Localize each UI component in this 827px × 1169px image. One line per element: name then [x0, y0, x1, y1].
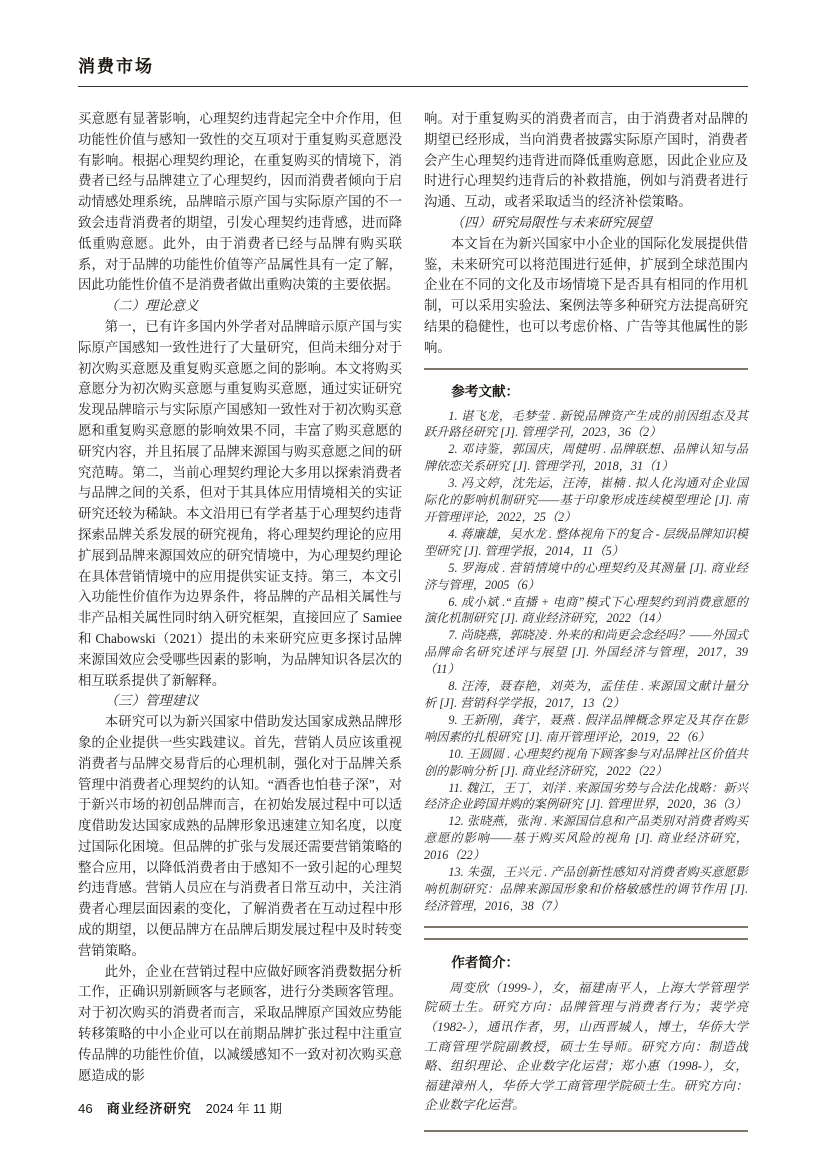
- reference-item: 8. 汪涛，聂春艳，刘英为，孟佳佳 . 来源国文献计量分析 [J]. 营销科学学报，2017，13（2）: [424, 679, 748, 710]
- paragraph: 本文旨在为新兴国家中小企业的国际化发展提供借鉴，未来研究可以将范围进行延伸，扩展到全球范围内企业在不同的文化及市场情境下是否具有相同的作用机制，可以采用实验法、案例法等多种研究方法提高研究结果的稳健性，也可以考虑价格、广告等其他属性的影响。: [424, 235, 748, 355]
- reference-item: 4. 蒋廉雄，吴水龙 . 整体视角下的复合 - 层级品牌知识模型研究 [J]. 管理学报，2014，11（5）: [424, 526, 748, 558]
- reference-item: 11. 魏江，王丁，刘洋 . 来源国劣势与合法化战略：新兴经济企业跨国并购的案例研究 [J]. 管理世界，2020，36（3）: [424, 780, 748, 812]
- reference-item: 7. 尚晓燕，郭晓凌 . 外来的和尚更会念经吗？——外国式品牌命名研究述评与展望 [J]. 外国经济与管理，2017，39（11）: [424, 628, 748, 677]
- subsection-heading-3: （三）管理建议: [104, 693, 199, 709]
- section-header: 消费市场: [78, 52, 748, 87]
- issue-info: 2024 年 11 期: [205, 1102, 282, 1116]
- page-number: 46: [78, 1101, 93, 1116]
- reference-item: 10. 王圆圆 . 心理契约视角下顾客参与对品牌社区价值共创的影响分析 [J]. 商业经济研究，2022（22）: [424, 746, 748, 778]
- subsection-heading-2: （二）理论意义: [104, 298, 199, 314]
- paragraph: 买意愿有显著影响，心理契约违背起完全中介作用，但功能性价值与感知一致性的交互项对于重复购买意愿没有影响。根据心理契约理论，在重复购买的情境下，消费者已经与品牌建立了心理契约，因而消费者倾向于启动情感处理系统，品牌暗示原产国与实际原产国的不一致会违背消费者的期望，引发心理契约违背感，进而降低重购意愿。此外，由于消费者已经与品牌有购买联系，对于品牌的功能性价值等产品属性具有一定了解，因此功能性价值不是消费者做出重购决策的主要依据。: [78, 111, 402, 293]
- paragraph: 响。对于重复购买的消费者而言，由于消费者对品牌的期望已经形成，当向消费者披露实际原产国时，消费者会产生心理契约违背进而降低重购意愿，因此企业应及时进行心理契约违背后的补救措施，例如与消费者进行沟通、互动，或者采取适当的经济补偿策略。: [424, 111, 748, 210]
- reference-item: 1. 谌飞龙，毛梦莹 . 新锐品牌资产生成的前因组态及其跃升路径研究 [J]. 管理学刊，2023，36（2）: [424, 408, 748, 440]
- journal-name: 商业经济研究: [106, 1101, 192, 1116]
- references-box: [424, 368, 748, 928]
- reference-item: 6. 成小斌 .“直播 + 电商”模式下心理契约到消费意愿的演化机制研究 [J]. 商业经济研究，2022（14）: [424, 594, 748, 626]
- subsection-heading-4: （四）研究局限性与未来研究展望: [450, 214, 652, 230]
- paragraph: 第一，已有许多国内外学者对品牌暗示原产国与实际原产国感知一致性进行了大量研究，但尚未细分对于初次购买意愿及重复购买意愿之间的影响。本文将购买意愿分为初次购买意愿与重复购买意愿，通过实证研究发现品牌暗示与实际原产国感知一致性对于初次购买意愿和重复购买意愿的影响效果不同，丰富了购买意愿的研究内容，并且拓展了品牌来源国与购买意愿之间的研究范畴。第二，当前心理契约理论大多用以探索消费者与品牌之间的关系，但对于其具体应用情境相关的实证研究还较为稀缺。本文沿用已有学者基于心理契约违背探索品牌关系发展的研究视角，将心理契约理论的应用扩展到品牌来源国效应的研究情境中，为心理契约理论在具体营销情境中的应用提供实证支持。第三，本文引入功能性价值作为边界条件，将品牌的产品相关属性与非产品相关属性同时纳入研究框架，直接回应了 Samiee 和 Chabowski（2021）提出的未来研究应更多探讨品牌来源国效应会受哪些因素的影响，为品牌知识各层次的相互联系提供了新解释。: [78, 318, 402, 688]
- reference-item: 5. 罗海成 . 营销情境中的心理契约及其测量 [J]. 商业经济与管理，2005（6）: [424, 560, 748, 592]
- author-bio-box: [424, 938, 748, 1132]
- left-column: [78, 109, 402, 1132]
- author-bio-title: 作者简介：: [451, 954, 520, 970]
- reference-item: 2. 邓诗鉴，郭国庆，周健明 . 品牌联想、品牌认知与品牌依恋关系研究 [J]. 管理学刊，2018，31（1）: [424, 442, 748, 474]
- references-title: 参考文献：: [451, 383, 520, 399]
- reference-item: 3. 冯文婷，沈先运，汪涛，崔楠 . 拟人化沟通对企业国际化的影响机制研究——基于印象形成连续模型理论 [J]. 南开管理评论，2022，25（2）: [424, 476, 748, 524]
- paragraph: 此外，企业在营销过程中应做好顾客消费数据分析工作，正确识别新顾客与老顾客，进行分类顾客管理。对于初次购买的消费者而言，采取品牌原产国效应势能转移策略的中小企业可以在前期品牌扩张过程中注重宣传品牌的功能性价值，以减缓感知不一致对初次购买意愿造成的影: [78, 963, 402, 1083]
- reference-item: 9. 王新刚，龚宇，聂燕 . 假洋品牌概念界定及其存在影响因素的扎根研究 [J]. 南开管理评论，2019，22（6）: [424, 712, 748, 744]
- paragraph: 本研究可以为新兴国家中借助发达国家成熟品牌形象的企业提供一些实践建议。首先，营销人员应该重视消费者与品牌交易背后的心理机制，强化对于品牌关系管理中消费者心理契约的认知。“酒香也怕巷子深”，对于新兴市场的初创品牌而言，在初始发展过程中可以适度借助发达国家成熟的品牌形象迅速建立知名度，以度过国际化困境。但品牌的扩张与发展还需要营销策略的整合应用，以降低消费者由于感知不一致引起的心理契约违背感。营销人员应在与消费者日常互动中，关注消费者心理层面因素的变化，了解消费者在互动过程中形成的期望，以便品牌方在品牌后期发展过程中及时转变营销策略。: [78, 714, 402, 958]
- page-footer: [78, 1098, 282, 1117]
- right-column: [424, 109, 748, 1132]
- reference-item: 12. 张晓燕，张洵 . 来源国信息和产品类别对消费者购买意愿的影响——基于购买风险的视角 [J]. 商业经济研究，2016（22）: [424, 814, 748, 863]
- reference-item: 13. 朱强，王兴元 . 产品创新性感知对消费者购买意愿影响机制研究：品牌来源国形象和价格敏感性的调节作用 [J]. 经济管理，2016，38（7）: [424, 865, 748, 913]
- two-column-body: [78, 109, 748, 1132]
- author-bio-text: 周变欣（1999-），女，福建南平人，上海大学管理学院硕士生。研究方向：品牌管理与消费者行为；裴学亮（1982-），通讯作者，男，山西晋城人，博士，华侨大学工商管理学院副教授，硕士生导师。研究方向：制造战略、组织理论、企业数字化运营；郑小惠（1998-），女，福建漳州人，华侨大学工商管理学院硕士生。研究方向：企业数字化运营。: [424, 980, 748, 1113]
